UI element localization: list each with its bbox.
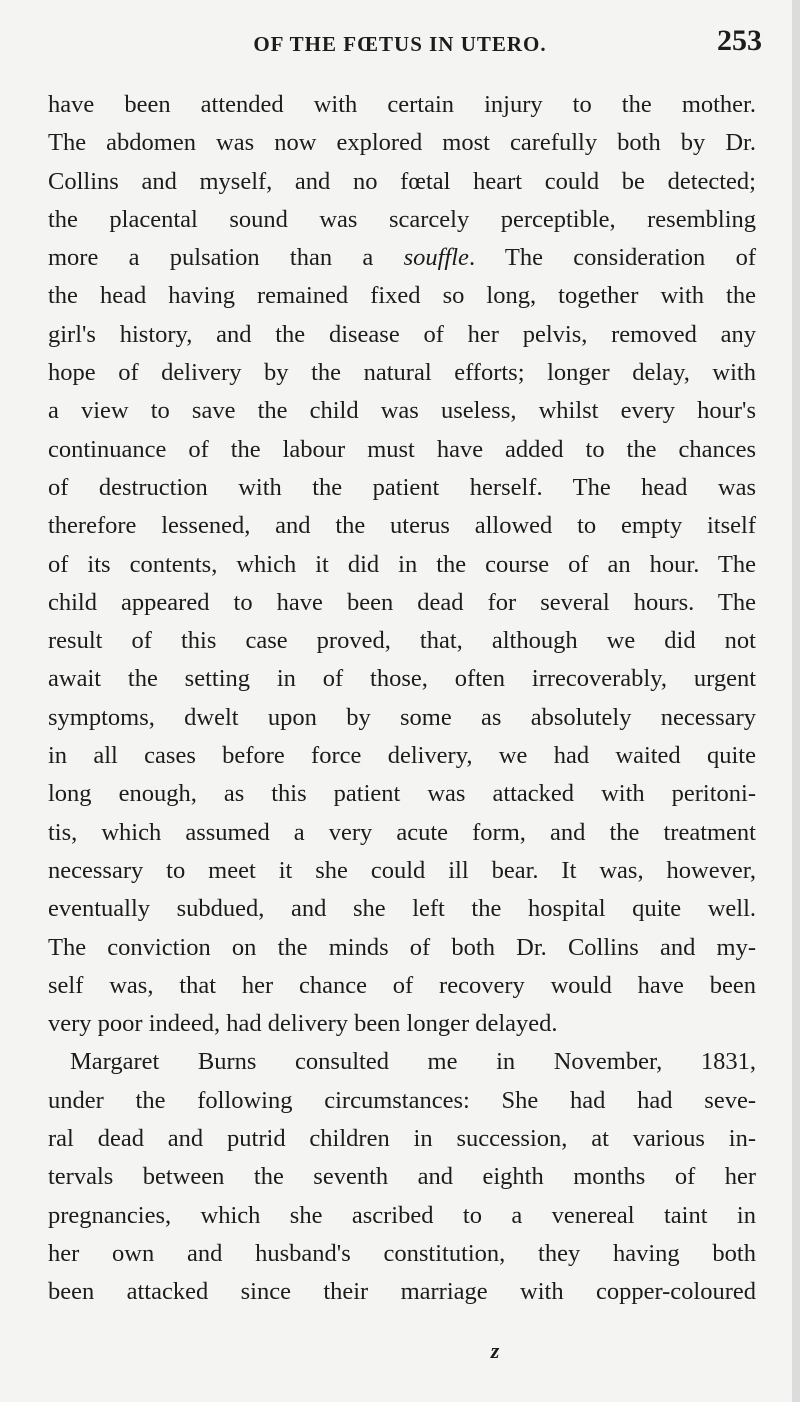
text-line: very poor indeed, had delivery been longer delayed. — [48, 1010, 558, 1038]
text-line: the head having remained fixed so long, together with the — [48, 282, 756, 310]
text-line: continuance of the labour must have added to the chances — [48, 435, 756, 463]
text-line: self was, that her chance of recovery would have been — [48, 971, 756, 999]
text-line: tis, which assumed a very acute form, and the treatment — [48, 818, 756, 846]
text-line: tervals between the seventh and eighth months of her — [48, 1163, 756, 1191]
text-line: symptoms, dwelt upon by some as absolutely necessary — [48, 703, 756, 731]
text-line: in all cases before force delivery, we had waited quite — [48, 742, 756, 770]
signature-mark: z — [490, 1338, 500, 1363]
text-line: of its contents, which it did in the course of an hour. The — [48, 550, 756, 578]
paragraph-start-line: Margaret Burns consulted me in November, 1831, — [70, 1048, 756, 1076]
page-header — [40, 26, 760, 66]
text-line: the placental sound was scarcely perceptible, resembling — [48, 205, 756, 233]
text-line: child appeared to have been dead for several hours. The — [48, 588, 756, 616]
text-line: more a pulsation than a souffle. The consideration of — [48, 244, 756, 272]
text-line: under the following circumstances: She had had seve- — [48, 1086, 756, 1114]
text-line: of destruction with the patient herself. The head was — [48, 473, 756, 501]
text-line: her own and husband's constitution, they having both — [48, 1239, 756, 1267]
running-title: OF THE FŒTUS IN UTERO. — [253, 32, 547, 56]
text-line: a view to save the child was useless, whilst every hour's — [48, 397, 756, 425]
body-text — [48, 86, 756, 1312]
text-line: ral dead and putrid children in succession, at various in- — [48, 1125, 756, 1153]
text-line: girl's history, and the disease of her pelvis, removed any — [48, 320, 756, 348]
text-line: The conviction on the minds of both Dr. Collins and my- — [48, 933, 756, 961]
text-line: long enough, as this patient was attacked with peritoni- — [48, 780, 756, 808]
text-line: result of this case proved, that, although we did not — [48, 627, 756, 655]
text-line: have been attended with certain injury to the mother. — [48, 91, 756, 118]
text-line: necessary to meet it she could ill bear. It was, however, — [48, 856, 756, 884]
text-line: await the setting in of those, often irrecoverably, urgent — [48, 665, 756, 693]
page-number: 253 — [717, 24, 762, 57]
text-line: The abdomen was now explored most carefully both by Dr. — [48, 129, 756, 157]
text-line: eventually subdued, and she left the hospital quite well. — [48, 895, 756, 923]
text-line: hope of delivery by the natural efforts; longer delay, with — [48, 359, 756, 387]
text-line: Collins and myself, and no fœtal heart could be detected; — [48, 167, 756, 195]
page-footer — [0, 1338, 800, 1364]
text-line: pregnancies, which she ascribed to a venereal taint in — [48, 1201, 756, 1229]
italic-term: souffle — [403, 244, 469, 272]
text-line: been attacked since their marriage with copper-coloured — [48, 1278, 756, 1306]
text-line: therefore lessened, and the uterus allowed to empty itself — [48, 512, 756, 540]
